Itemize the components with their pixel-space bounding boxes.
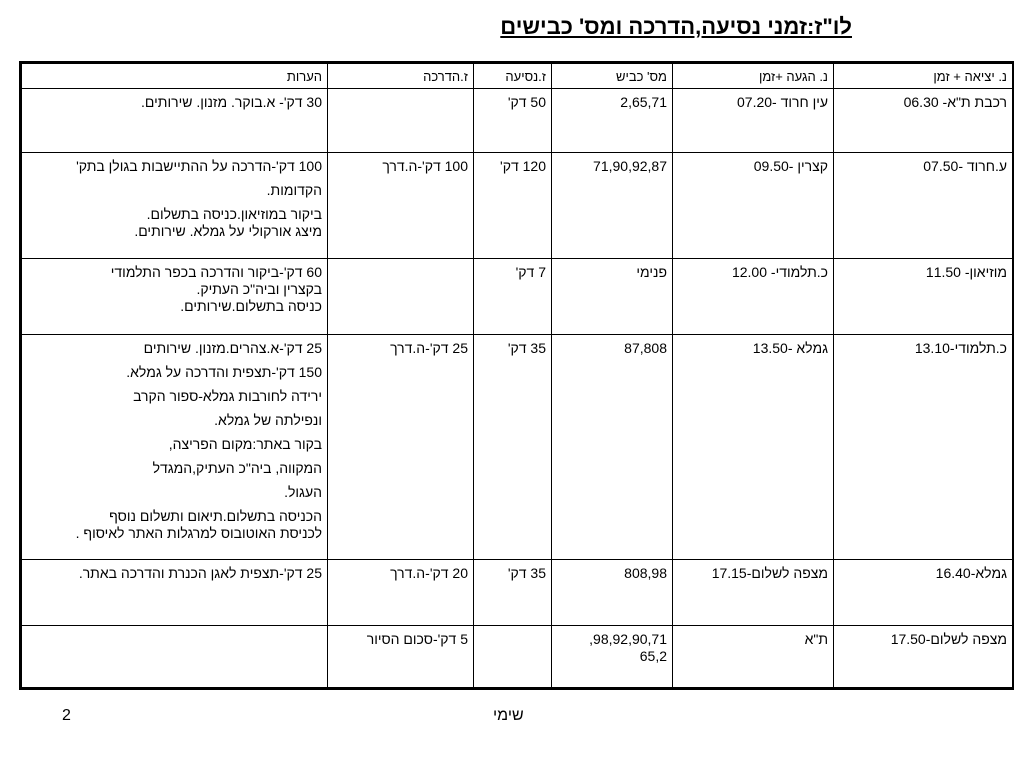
cell-road: פנימי (552, 259, 673, 335)
page-title: לו"ז:זמני נסיעה,הדרכה ומס' כבישים (500, 14, 852, 39)
cell-departure: רכבת ת"א- 06.30 (834, 89, 1013, 153)
cell-departure: מוזיאון- 11.50 (834, 259, 1013, 335)
header-departure: נ. יציאה + זמן (834, 64, 1013, 89)
note-line: ירידה לחורבות גמלא-ספור הקרב (133, 387, 322, 404)
note-line: ביקור במוזיאון.כניסה בתשלום. (146, 206, 322, 223)
cell-guide-time (328, 89, 474, 153)
cell-departure: גמלא-16.40 (834, 560, 1013, 625)
cell-travel-time: 35 דק' (474, 560, 552, 625)
note-line: בקצרין וביה"כ העתיק. (196, 281, 322, 298)
cell-notes (22, 89, 328, 153)
note-line: הקדומות. (266, 182, 322, 199)
cell-road: 808,98 (552, 560, 673, 625)
footer-author: שימי (493, 707, 524, 724)
cell-road: 87,808 (552, 334, 673, 560)
cell-arrival: עין חרוד -07.20 (673, 89, 834, 153)
table-row (22, 334, 1013, 560)
cell-travel-time: 50 דק' (474, 89, 552, 153)
note-line: כניסה בתשלום.שירותים. (180, 298, 322, 315)
header-travel-time: ז.נסיעה (474, 64, 552, 89)
note-line: מיצג אורקולי על גמלא. שירותים. (134, 223, 322, 240)
note-line: העגול. (284, 483, 322, 500)
cell-arrival: ת"א (673, 625, 834, 687)
table-header-row (22, 64, 1013, 89)
cell-road: 98,92,90,71, 65,2 (552, 625, 673, 687)
cell-guide-time: 100 דק'-ה.דרך (328, 153, 474, 259)
cell-arrival: גמלא -13.50 (673, 334, 834, 560)
note-line: הכניסה בתשלום.תיאום ותשלום נוסף (109, 507, 322, 524)
cell-road: 2,65,71 (552, 89, 673, 153)
note-line: 150 דק'-תצפית והדרכה על גמלא. (126, 363, 322, 380)
cell-guide-time (328, 259, 474, 335)
note-line: לכניסת האוטובוס למרגלות האתר לאיסוף . (75, 524, 322, 541)
table-row (22, 89, 1013, 153)
note-line: 30 דק'- א.בוקר. מזנון. שירותים. (141, 94, 322, 110)
cell-arrival: מצפה לשלום-17.15 (673, 560, 834, 625)
note-line: 25 דק'-תצפית לאגן הכנרת והדרכה באתר. (78, 565, 322, 582)
cell-travel-time (474, 625, 552, 687)
table-row (22, 625, 1013, 687)
table-row (22, 259, 1013, 335)
cell-guide-time: 20 דק'-ה.דרך (328, 560, 474, 625)
note-line: בקור באתר:מקום הפריצה, (168, 435, 322, 452)
cell-departure: כ.תלמודי-13.10 (834, 334, 1013, 560)
cell-arrival: קצרין -09.50 (673, 153, 834, 259)
cell-travel-time: 7 דק' (474, 259, 552, 335)
cell-notes (22, 334, 328, 560)
note-line: 100 דק'-הדרכה על ההתיישבות בגולן בתק' (76, 158, 322, 175)
schedule-table-frame (19, 61, 1014, 690)
cell-travel-time: 120 דק' (474, 153, 552, 259)
cell-travel-time: 35 דק' (474, 334, 552, 560)
cell-arrival: כ.תלמודי- 12.00 (673, 259, 834, 335)
header-road: מס' כביש (552, 64, 673, 89)
note-line: 25 דק'-א.צהרים.מזנון. שירותים (143, 339, 322, 356)
header-notes: הערות (22, 64, 328, 89)
schedule-table (21, 63, 1013, 688)
page-number: 2 (62, 707, 71, 724)
cell-departure: ע.חרוד -07.50 (834, 153, 1013, 259)
cell-notes (22, 259, 328, 335)
header-guide-time: ז.הדרכה (328, 64, 474, 89)
cell-guide-time: 25 דק'-ה.דרך (328, 334, 474, 560)
cell-guide-time: 5 דק'-סכום הסיור (328, 625, 474, 687)
cell-road: 71,90,92,87 (552, 153, 673, 259)
header-arrival: נ. הגעה +זמן (673, 64, 834, 89)
note-line: ונפילתה של גמלא. (214, 411, 322, 428)
note-line: 60 דק'-ביקור והדרכה בכפר התלמודי (110, 264, 322, 281)
note-line: המקווה, ביה"כ העתיק,המגדל (152, 459, 322, 476)
cell-notes (22, 625, 328, 687)
cell-departure: מצפה לשלום-17.50 (834, 625, 1013, 687)
cell-notes (22, 153, 328, 259)
cell-notes (22, 560, 328, 625)
table-row (22, 153, 1013, 259)
table-row (22, 560, 1013, 625)
